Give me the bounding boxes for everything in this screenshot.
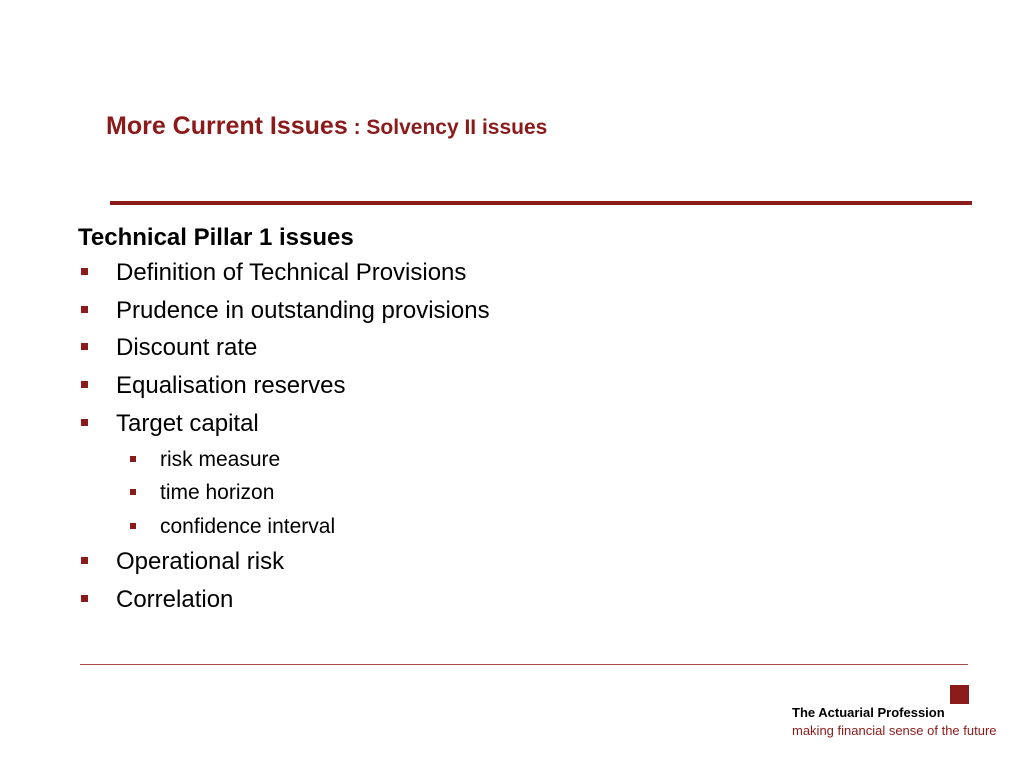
square-bullet-icon <box>81 343 88 350</box>
footer-tagline: making financial sense of the future <box>792 723 997 738</box>
bullet-item <box>78 543 958 581</box>
title-divider <box>110 201 972 205</box>
bullet-text: Discount rate <box>116 334 258 362</box>
square-bullet-icon <box>130 489 136 495</box>
bullet-item <box>78 405 958 443</box>
bullet-item <box>78 292 958 330</box>
sub-bullet-item <box>78 476 958 510</box>
sub-bullet-item <box>78 443 958 477</box>
footer-org-name: The Actuarial Profession <box>792 705 945 720</box>
square-bullet-icon <box>130 456 136 462</box>
footer-divider <box>80 664 968 665</box>
bullet-text: Definition of Technical Provisions <box>116 259 467 286</box>
slide-title <box>106 112 547 141</box>
slide-body <box>78 222 958 618</box>
sub-bullet-text: confidence interval <box>160 514 336 538</box>
bullet-text: Correlation <box>116 585 234 613</box>
logo-square-icon <box>950 685 969 704</box>
bullet-item <box>78 254 958 292</box>
sub-bullet-text: time horizon <box>160 481 275 505</box>
sub-bullet-list <box>78 443 958 544</box>
square-bullet-icon <box>81 595 88 602</box>
bullet-text: Target capital <box>116 409 259 437</box>
title-main: More Current Issues <box>106 112 348 140</box>
sub-bullet-item <box>78 510 958 544</box>
square-bullet-icon <box>81 381 88 388</box>
sub-bullet-text: risk measure <box>160 447 281 471</box>
section-heading: Technical Pillar 1 issues <box>78 224 354 251</box>
title-subtitle: : Solvency II issues <box>347 116 548 139</box>
bullet-list <box>78 254 958 443</box>
bullet-text: Operational risk <box>116 548 285 576</box>
bullet-text: Equalisation reserves <box>116 372 346 400</box>
square-bullet-icon <box>81 268 88 275</box>
square-bullet-icon <box>130 523 136 529</box>
bullet-list-continued <box>78 543 958 618</box>
square-bullet-icon <box>81 557 88 564</box>
bullet-item <box>78 367 958 405</box>
bullet-item <box>78 329 958 367</box>
bullet-text: Prudence in outstanding provisions <box>116 296 490 324</box>
bullet-item <box>78 581 958 619</box>
square-bullet-icon <box>81 419 88 426</box>
square-bullet-icon <box>81 306 88 313</box>
